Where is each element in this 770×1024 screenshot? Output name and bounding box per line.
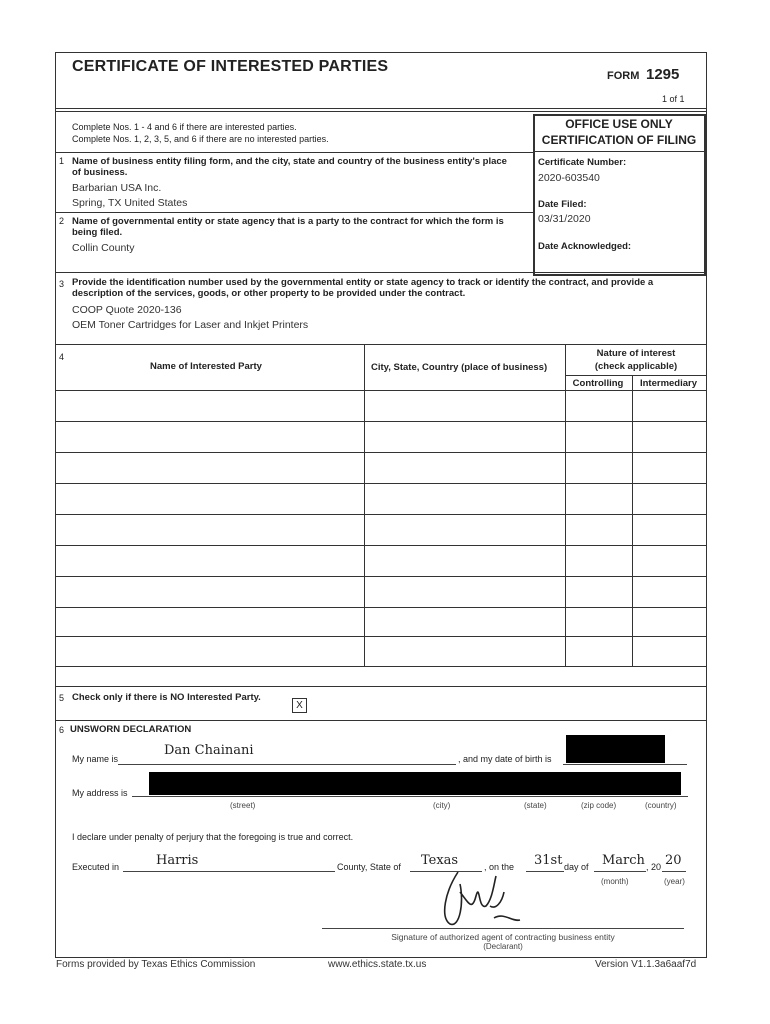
- executed-year: 20: [665, 853, 682, 868]
- executed-state: Texas: [421, 853, 459, 868]
- section-3-top: [55, 272, 707, 273]
- table-row: [55, 390, 707, 391]
- form-number: 1295: [646, 66, 680, 83]
- section-5-label: Check only if there is NO Interested Party.: [72, 692, 261, 703]
- table-row: [55, 607, 707, 608]
- section-3-label-1: Provide the identification number used by the governmental entity or state agency to track or identify the contract, and provide a: [72, 277, 654, 288]
- office-use-title: OFFICE USE ONLY: [565, 117, 673, 131]
- zip-caption: (zip code): [581, 801, 617, 810]
- instruction-line-2: Complete Nos. 1, 2, 3, 5, and 6 if there are no interested parties.: [72, 134, 329, 144]
- city-caption: (city): [433, 801, 451, 810]
- section-1-top: [55, 152, 533, 153]
- government-entity-name: Collin County: [72, 242, 135, 254]
- month-underline: [594, 871, 646, 872]
- date-filed: 03/31/2020: [538, 213, 591, 225]
- redacted-dob: [566, 735, 665, 763]
- section-2-label-1: Name of governmental entity or state agency that is a party to the contract for which the form is: [72, 216, 504, 227]
- declarant-caption: (Declarant): [483, 942, 523, 951]
- section-2-label-2: being filed.: [72, 227, 123, 238]
- col-intermediary-header: Intermediary: [639, 378, 698, 389]
- form-label: FORM: [607, 70, 640, 82]
- table-row: [55, 514, 707, 515]
- col-name-header: Name of Interested Party: [150, 361, 262, 372]
- section-6-top: [55, 720, 707, 721]
- declarant-name: Dan Chainani: [164, 743, 254, 758]
- section-6-label: UNSWORN DECLARATION: [70, 724, 192, 735]
- year-underline: [662, 871, 686, 872]
- table-row: [55, 421, 707, 422]
- executed-day: 31st: [534, 853, 563, 868]
- signature-image: [420, 862, 550, 932]
- section-5-top: [55, 686, 707, 687]
- col-nature-header-1: Nature of interest: [596, 348, 676, 359]
- footer-provider: Forms provided by Texas Ethics Commission: [56, 959, 256, 970]
- col-city-header: City, State, Country (place of business): [371, 362, 548, 373]
- executed-county: Harris: [156, 853, 199, 868]
- section-6-number: 6: [59, 725, 65, 735]
- section-2-number: 2: [59, 216, 65, 226]
- name-underline: [118, 764, 456, 765]
- contract-description: OEM Toner Cartridges for Laser and Inkjet Printers: [72, 319, 309, 331]
- col-divider-2: [565, 344, 566, 666]
- section-3-number: 3: [59, 279, 65, 289]
- address-label: My address is: [72, 788, 128, 798]
- section-1-label-1: Name of business entity filing form, and the city, state and country of the business entity's place: [72, 156, 507, 167]
- footer-website[interactable]: www.ethics.state.tx.us: [328, 959, 427, 970]
- col-divider-1: [364, 344, 365, 666]
- country-caption: (country): [645, 801, 677, 810]
- executed-in-label: Executed in: [72, 862, 120, 872]
- section-3-label-2: description of the services, goods, or other property to be provided under the contract.: [72, 288, 466, 299]
- state-caption: (state): [524, 801, 547, 810]
- year-prefix: , 20: [646, 862, 662, 872]
- business-entity-name: Barbarian USA Inc.: [72, 182, 162, 194]
- form-title: CERTIFICATE OF INTERESTED PARTIES: [72, 58, 389, 75]
- redacted-address: [149, 772, 681, 795]
- section-2-top: [55, 212, 533, 213]
- dob-label: , and my date of birth is: [458, 754, 552, 764]
- executed-month: March: [602, 853, 645, 868]
- table-row: [55, 666, 707, 667]
- col-nature-header-2: (check applicable): [594, 361, 678, 372]
- day-of-label: day of: [564, 862, 589, 872]
- cert-number: 2020-603540: [538, 172, 600, 184]
- col-controlling-header: Controlling: [572, 378, 624, 389]
- county-state-label: County, State of: [337, 862, 401, 872]
- year-caption: (year): [664, 877, 685, 886]
- dob-underline: [563, 764, 687, 765]
- my-name-label: My name is: [72, 754, 119, 764]
- section-4-top: [55, 344, 707, 345]
- signature-caption: Signature of authorized agent of contracting business entity: [391, 932, 615, 942]
- table-row: [55, 545, 707, 546]
- footer-version: Version V1.1.3a6aaf7d: [595, 959, 697, 970]
- business-entity-location: Spring, TX United States: [72, 197, 188, 209]
- date-filed-label: Date Filed:: [538, 199, 587, 210]
- header-divider: [55, 108, 707, 109]
- table-row: [55, 576, 707, 577]
- county-underline: [123, 871, 335, 872]
- date-ack-label: Date Acknowledged:: [538, 241, 632, 252]
- table-row: [55, 483, 707, 484]
- certification-title: CERTIFICATION OF FILING: [541, 133, 697, 147]
- signature-underline: [322, 928, 684, 929]
- cert-number-label: Certificate Number:: [538, 157, 627, 168]
- on-the-label: , on the: [484, 862, 515, 872]
- section-5-number: 5: [59, 693, 65, 703]
- instruction-line-1: Complete Nos. 1 - 4 and 6 if there are interested parties.: [72, 122, 297, 132]
- section-1-label-2: of business.: [72, 167, 128, 178]
- col-divider-3: [632, 375, 633, 666]
- address-underline: [132, 796, 688, 797]
- office-use-divider: [533, 151, 705, 152]
- street-caption: (street): [230, 801, 256, 810]
- perjury-statement: I declare under penalty of perjury that the foregoing is true and correct.: [72, 832, 354, 842]
- nature-sub-divider: [565, 375, 706, 376]
- section-1-number: 1: [59, 156, 65, 166]
- table-row: [55, 636, 707, 637]
- header-divider-2: [55, 111, 707, 112]
- month-caption: (month): [601, 877, 629, 886]
- section-4-number: 4: [59, 352, 65, 362]
- contract-id: COOP Quote 2020-136: [72, 304, 182, 316]
- no-interested-party-checkbox[interactable]: X: [292, 698, 307, 713]
- page-count: 1 of 1: [662, 94, 685, 104]
- table-row: [55, 452, 707, 453]
